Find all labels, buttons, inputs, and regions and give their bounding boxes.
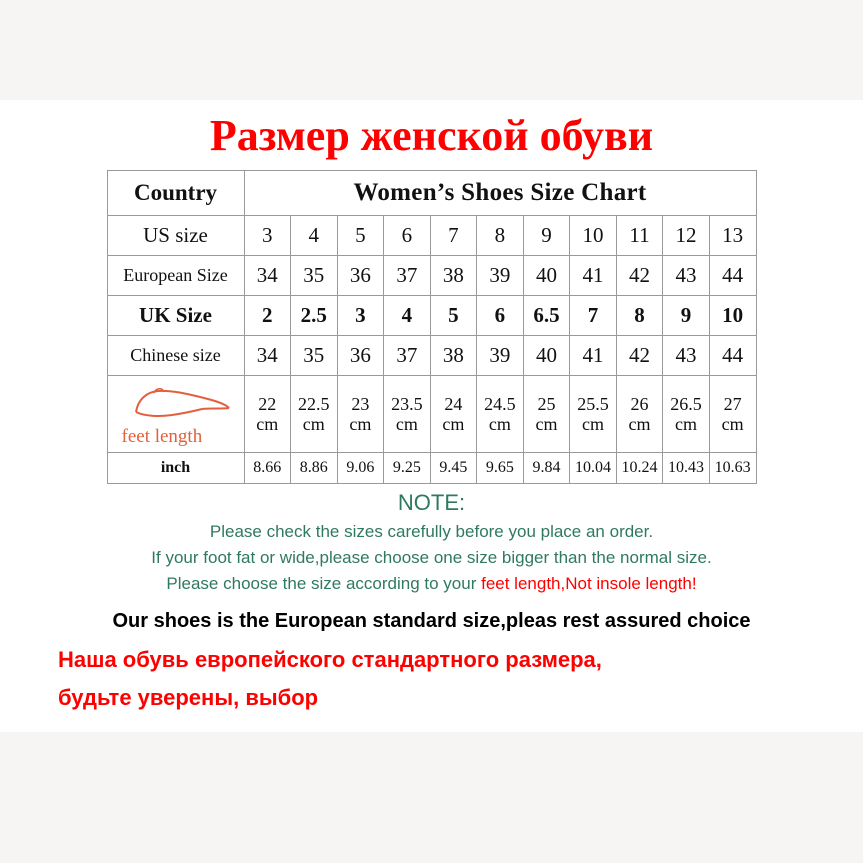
cell-eu-1: 35 [291,256,338,296]
feet-value-10: 27 [723,393,742,414]
feet-value-6: 25 [537,393,556,414]
cell-feet-2 [337,376,384,453]
cell-us-8: 11 [616,216,663,256]
cell-feet-6 [523,376,570,453]
row-label-european: European Size [107,256,244,296]
cell-us-1: 4 [291,216,338,256]
cell-cn-9: 43 [663,336,710,376]
cell-inch-3: 9.25 [384,453,431,484]
feet-value-5: 24.5 [484,393,516,414]
note-line-3-prefix: Please choose the size according to your [166,574,482,594]
note-heading: NOTE: [397,490,466,516]
feet-value-8: 26 [630,393,649,414]
table-row-uk [107,296,756,336]
cell-eu-8: 42 [616,256,663,296]
feet-value-1: 22.5 [298,393,330,414]
russian-statement-line-2: будьте уверены, выбор [58,685,319,711]
cell-eu-9: 43 [663,256,710,296]
feet-value-4: 24 [444,393,463,414]
cell-us-0: 3 [244,216,291,256]
note-line-1: Please check the sizes carefully before you place an order. [209,522,654,542]
cell-uk-4: 5 [430,296,477,336]
note-line-3-highlight: feet length,Not insole length [481,574,692,594]
cell-cn-5: 39 [477,336,524,376]
cell-eu-5: 39 [477,256,524,296]
feet-unit-5: cm [488,414,511,435]
feet-unit-3: cm [395,414,418,435]
feet-unit-0: cm [256,414,279,435]
cell-uk-1: 2.5 [291,296,338,336]
cell-feet-3 [384,376,431,453]
feet-value-2: 23 [351,393,370,414]
table-row-european [107,256,756,296]
row-label-chinese: Chinese size [107,336,244,376]
cell-eu-4: 38 [430,256,477,296]
cell-us-6: 9 [523,216,570,256]
cell-uk-7: 7 [570,296,617,336]
cell-cn-1: 35 [291,336,338,376]
cell-feet-9 [663,376,710,453]
feet-value-9: 26.5 [670,393,702,414]
cell-us-2: 5 [337,216,384,256]
feet-unit-7: cm [581,414,604,435]
cell-eu-6: 40 [523,256,570,296]
note-line-3-suffix: ! [691,574,697,594]
russian-statement-line-1: Наша обувь европейского стандартного размера, [58,647,602,673]
country-label: Country [107,171,244,216]
cell-feet-7 [570,376,617,453]
cell-inch-5: 9.65 [477,453,524,484]
feet-unit-9: cm [675,414,698,435]
note-line-3 [0,574,863,594]
cell-uk-5: 6 [477,296,524,336]
cell-cn-4: 38 [430,336,477,376]
cell-eu-7: 41 [570,256,617,296]
cell-inch-7: 10.04 [570,453,617,484]
cell-feet-4 [430,376,477,453]
feet-unit-8: cm [628,414,651,435]
table-header-row [107,171,756,216]
row-label-uk: UK Size [107,296,244,336]
cell-eu-10: 44 [709,256,756,296]
cell-inch-0: 8.66 [244,453,291,484]
cell-inch-10: 10.63 [709,453,756,484]
cell-cn-3: 37 [384,336,431,376]
page-title: Размер женской обуви [209,111,654,160]
cell-uk-8: 8 [616,296,663,336]
cell-uk-6: 6.5 [523,296,570,336]
cell-us-9: 12 [663,216,710,256]
cell-feet-1 [291,376,338,453]
cell-inch-1: 8.86 [291,453,338,484]
content-area [0,100,863,711]
standard-size-statement: Our shoes is the European standard size,pleas rest assured choice [112,610,751,633]
table-row-feet-length [107,376,756,453]
cell-feet-8 [616,376,663,453]
cell-us-7: 10 [570,216,617,256]
feet-value-7: 25.5 [577,393,609,414]
cell-feet-5 [477,376,524,453]
cell-feet-10 [709,376,756,453]
cell-cn-10: 44 [709,336,756,376]
size-chart-table [107,170,757,484]
cell-cn-0: 34 [244,336,291,376]
feet-value-0: 22 [258,393,277,414]
cell-uk-9: 9 [663,296,710,336]
cell-uk-0: 2 [244,296,291,336]
cell-inch-6: 9.84 [523,453,570,484]
cell-us-5: 8 [477,216,524,256]
table-row-us [107,216,756,256]
cell-uk-3: 4 [384,296,431,336]
row-label-us: US size [107,216,244,256]
feet-unit-6: cm [535,414,558,435]
cell-cn-6: 40 [523,336,570,376]
row-label-inch: inch [107,453,244,484]
cell-us-3: 6 [384,216,431,256]
foot-icon [132,382,232,428]
feet-unit-1: cm [302,414,325,435]
feet-unit-10: cm [721,414,744,435]
table-row-inch [107,453,756,484]
feet-unit-2: cm [349,414,372,435]
cell-eu-2: 36 [337,256,384,296]
cell-uk-10: 10 [709,296,756,336]
cell-inch-2: 9.06 [337,453,384,484]
row-label-feet-length [107,376,244,453]
cell-eu-0: 34 [244,256,291,296]
feet-unit-4: cm [442,414,465,435]
table-row-chinese [107,336,756,376]
cell-cn-2: 36 [337,336,384,376]
chart-title: Women’s Shoes Size Chart [244,171,756,216]
cell-cn-7: 41 [570,336,617,376]
cell-inch-4: 9.45 [430,453,477,484]
cell-cn-8: 42 [616,336,663,376]
cell-eu-3: 37 [384,256,431,296]
cell-us-10: 13 [709,216,756,256]
feet-length-label: feet length [121,426,203,448]
cell-inch-9: 10.43 [663,453,710,484]
note-line-2: If your foot fat or wide,please choose one size bigger than the normal size. [151,548,712,568]
feet-value-3: 23.5 [391,393,423,414]
cell-us-4: 7 [430,216,477,256]
cell-inch-8: 10.24 [616,453,663,484]
cell-uk-2: 3 [337,296,384,336]
cell-feet-0 [244,376,291,453]
